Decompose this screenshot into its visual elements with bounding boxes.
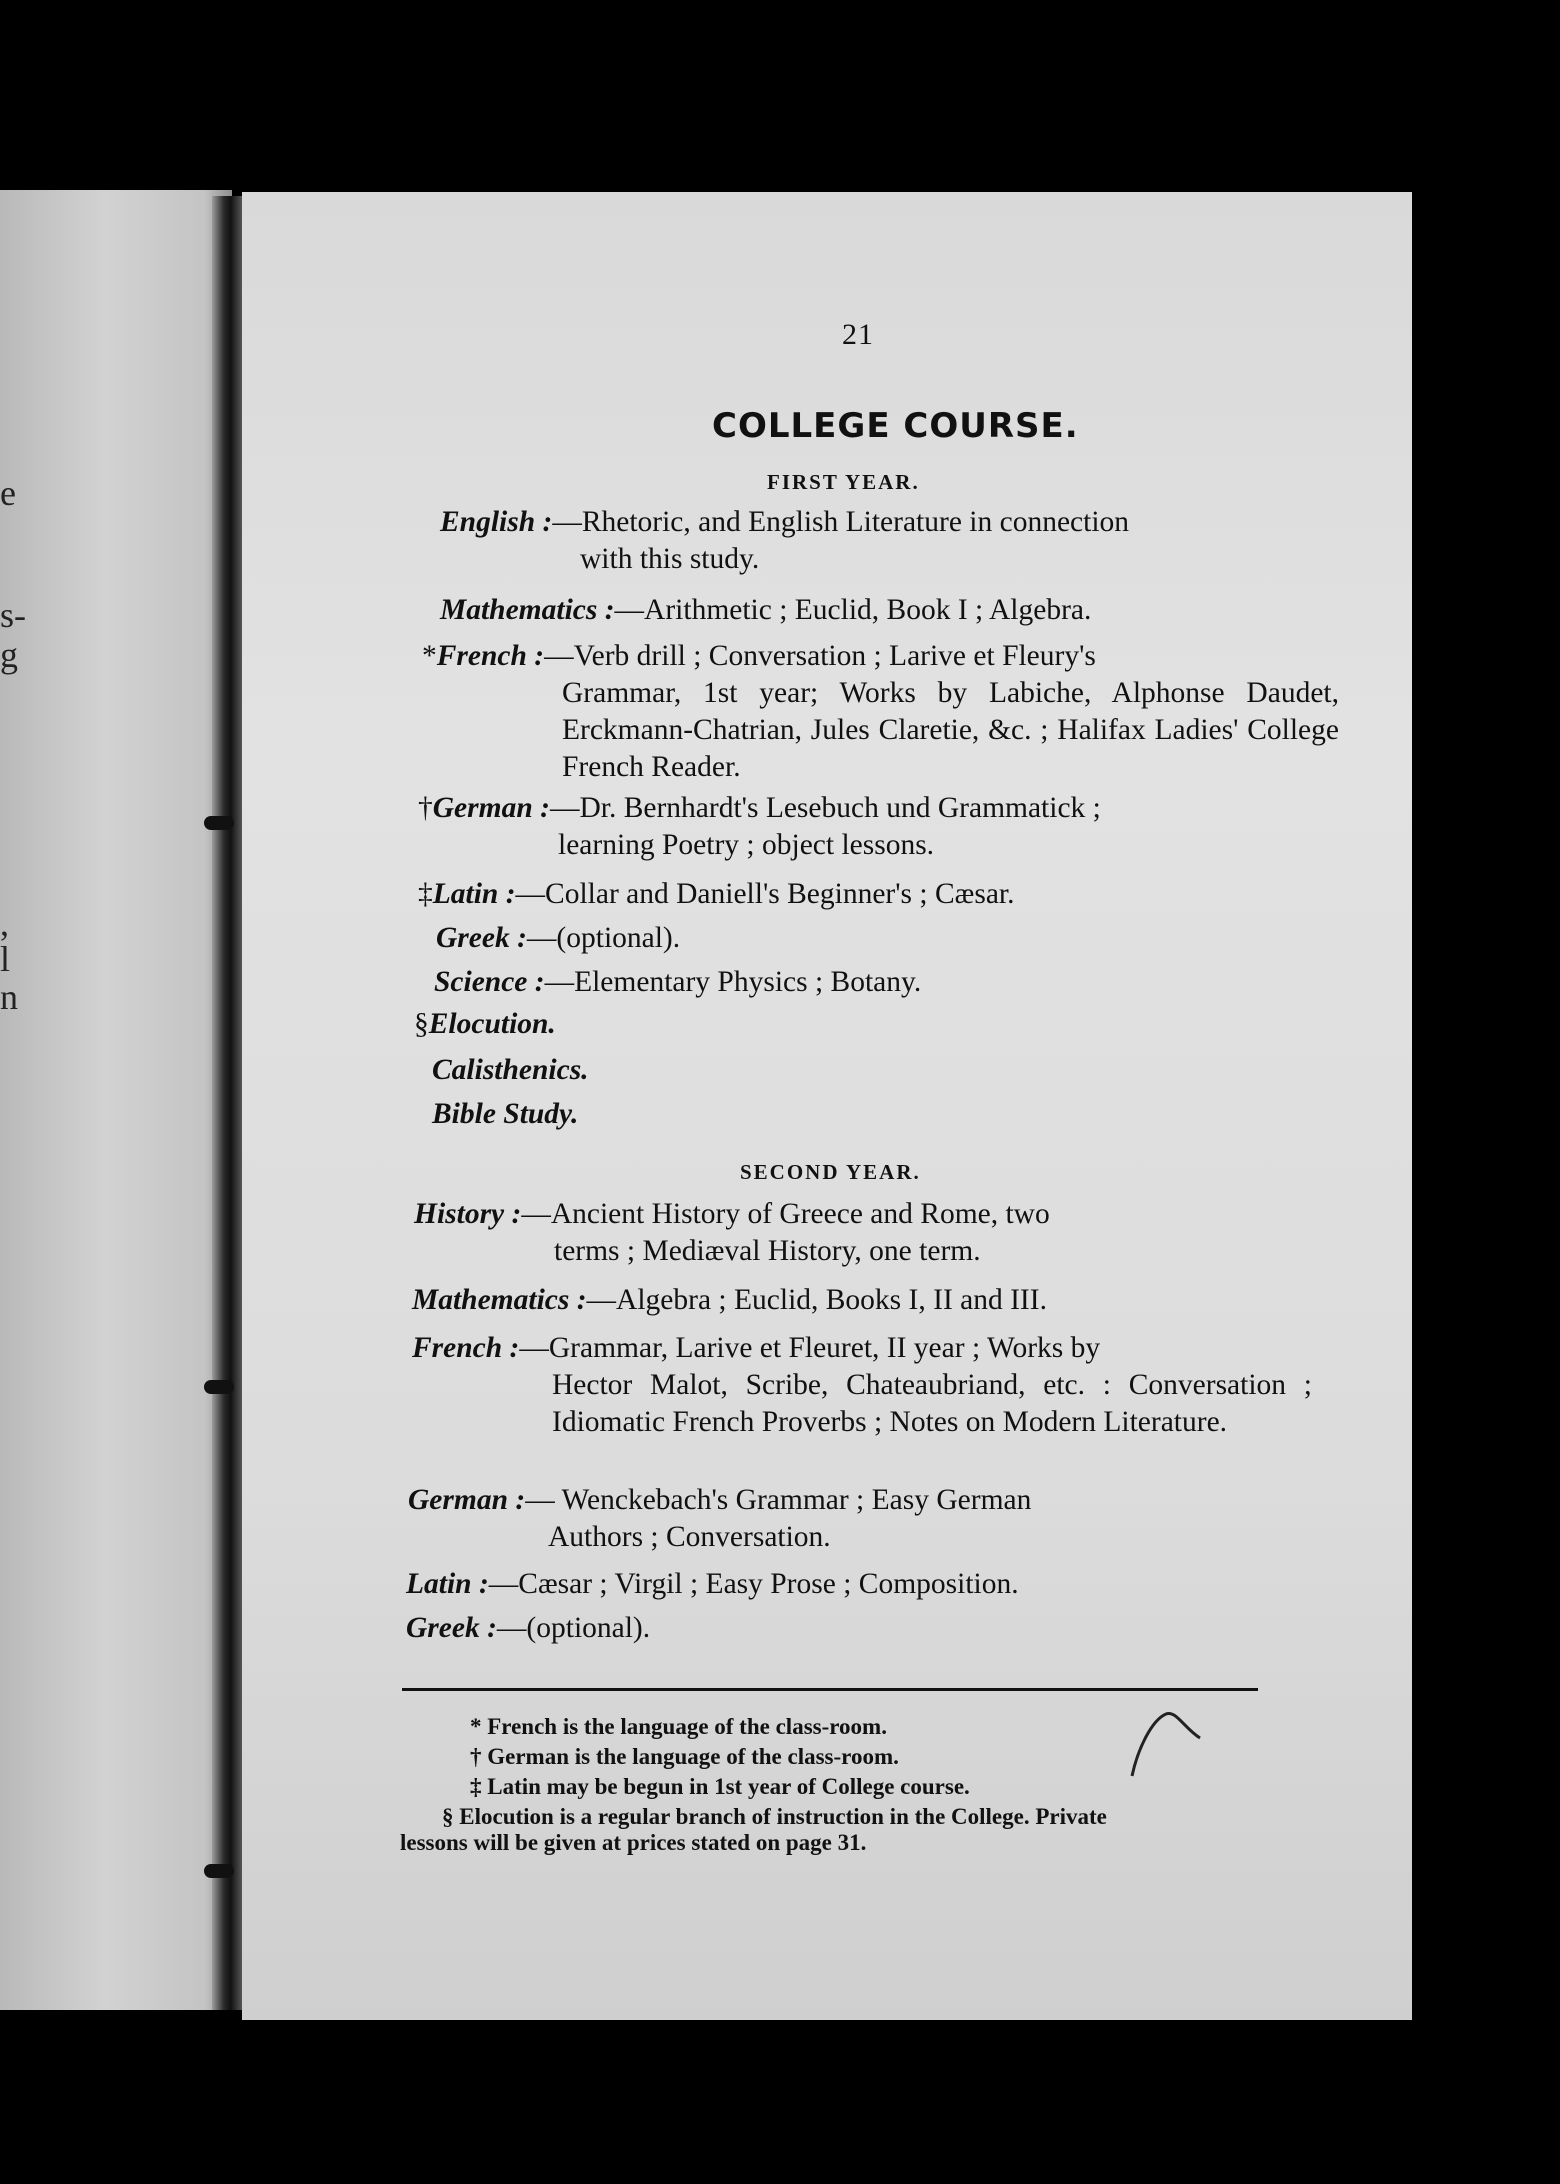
course-entry-german-2 xyxy=(408,1482,1308,1556)
footnote: † German is the language of the class-room. xyxy=(470,1744,899,1769)
subject-label: Elocution. xyxy=(428,1008,556,1040)
left-page-text: g xyxy=(0,635,18,675)
course-entry-elocution xyxy=(414,1006,1314,1043)
course-entry-science xyxy=(434,964,1334,1001)
footnote: * French is the language of the class-room. xyxy=(470,1714,887,1739)
footnote-marker: * xyxy=(422,640,437,672)
page-title: COLLEGE COURSE. xyxy=(712,406,1079,446)
subject-text-continued: learning Poetry ; object lessons. xyxy=(558,829,935,861)
course-entry-german xyxy=(418,790,1336,864)
left-page-text: l xyxy=(0,939,11,979)
subject-label: Greek : xyxy=(436,922,527,954)
subject-label: German : xyxy=(408,1484,526,1516)
binding-stitch xyxy=(204,816,234,830)
first-year-heading: FIRST YEAR. xyxy=(767,470,920,494)
subject-text-continued: Grammar, 1st year; Works by Labiche, Alphonse Daudet, Erckmann-Chatrian, Jules Claretie, &c. ; Halifax Ladies' College French Reader. xyxy=(562,677,1339,783)
course-entry-latin-2 xyxy=(406,1566,1306,1603)
footnote-marker: ‡ xyxy=(418,878,433,910)
subject-text-continued: terms ; Mediæval History, one term. xyxy=(554,1235,981,1267)
subject-label: Latin : xyxy=(406,1568,489,1600)
footnote: § Elocution is a regular branch of instruction in the College. Private xyxy=(442,1804,1107,1829)
subject-text: —Arithmetic ; Euclid, Book I ; Algebra. xyxy=(614,594,1092,626)
course-entry-english xyxy=(440,504,1340,578)
book-binding xyxy=(212,196,246,2010)
subject-label: German : xyxy=(432,792,550,824)
footnote-marker: † xyxy=(418,792,433,824)
binding-stitch xyxy=(204,1864,234,1878)
subject-label: English : xyxy=(440,506,553,538)
pencil-mark xyxy=(1128,1708,1208,1778)
subject-text: —(optional). xyxy=(496,1612,651,1644)
footnote-divider xyxy=(402,1688,1258,1691)
page-number: 21 xyxy=(842,318,874,351)
course-entry-calisthenics xyxy=(432,1052,1332,1089)
subject-text: —Algebra ; Euclid, Books I, II and III. xyxy=(586,1284,1047,1316)
course-entry-greek-2 xyxy=(406,1610,1306,1647)
right-page xyxy=(242,192,1412,2020)
subject-text: —(optional). xyxy=(526,922,681,954)
subject-label: History : xyxy=(414,1198,522,1230)
subject-label: French : xyxy=(412,1332,520,1364)
course-entry-latin xyxy=(418,876,1318,913)
footnote: lessons will be given at prices stated on page 31. xyxy=(400,1830,867,1855)
subject-label: Latin : xyxy=(432,878,516,910)
course-entry-french xyxy=(422,638,1339,786)
subject-label: Mathematics : xyxy=(412,1284,587,1316)
binding-stitch xyxy=(204,1380,234,1394)
subject-text-continued: Hector Malot, Scribe, Chateaubriand, etc. : Conversation ; Idiomatic French Proverbs ; Notes on Modern Literature. xyxy=(552,1369,1312,1438)
course-entry-history xyxy=(414,1196,1314,1270)
subject-label: Mathematics : xyxy=(440,594,615,626)
second-year-heading: SECOND YEAR. xyxy=(740,1160,921,1184)
subject-text: —Verb drill ; Conversation ; Larive et Fleury's xyxy=(544,640,1096,672)
subject-text: —Rhetoric, and English Literature in connection xyxy=(552,506,1130,538)
subject-text-continued: Authors ; Conversation. xyxy=(548,1521,831,1553)
course-entry-mathematics-2 xyxy=(412,1282,1312,1319)
subject-label: Bible Study. xyxy=(432,1098,579,1130)
subject-label: French : xyxy=(436,640,545,672)
subject-label: Calisthenics. xyxy=(432,1054,589,1086)
subject-text: —Elementary Physics ; Botany. xyxy=(544,966,922,998)
subject-text: — Wenckebach's Grammar ; Easy German xyxy=(525,1484,1032,1516)
left-page-text: s- xyxy=(0,595,26,635)
course-entry-french-2 xyxy=(412,1330,1312,1441)
left-page xyxy=(0,190,232,2010)
footnote: ‡ Latin may be begun in 1st year of College course. xyxy=(470,1774,970,1799)
left-page-text: , xyxy=(0,903,9,943)
left-page-text: n xyxy=(0,977,18,1017)
course-entry-bible-study xyxy=(432,1096,1332,1133)
subject-text: —Dr. Bernhardt's Lesebuch und Grammatick ; xyxy=(549,792,1101,824)
subject-text: —Cæsar ; Virgil ; Easy Prose ; Composition. xyxy=(488,1568,1019,1600)
subject-text: —Collar and Daniell's Beginner's ; Cæsar. xyxy=(515,878,1015,910)
subject-text-continued: with this study. xyxy=(580,543,760,575)
subject-label: Science : xyxy=(434,966,545,998)
left-page-text: e xyxy=(0,473,16,513)
subject-text: —Grammar, Larive et Fleuret, II year ; Works by xyxy=(519,1332,1101,1364)
footnote-marker: § xyxy=(414,1008,429,1040)
subject-text: —Ancient History of Greece and Rome, two xyxy=(521,1198,1050,1230)
course-entry-mathematics xyxy=(440,592,1340,629)
course-entry-greek xyxy=(436,920,1336,957)
subject-label: Greek : xyxy=(406,1612,497,1644)
